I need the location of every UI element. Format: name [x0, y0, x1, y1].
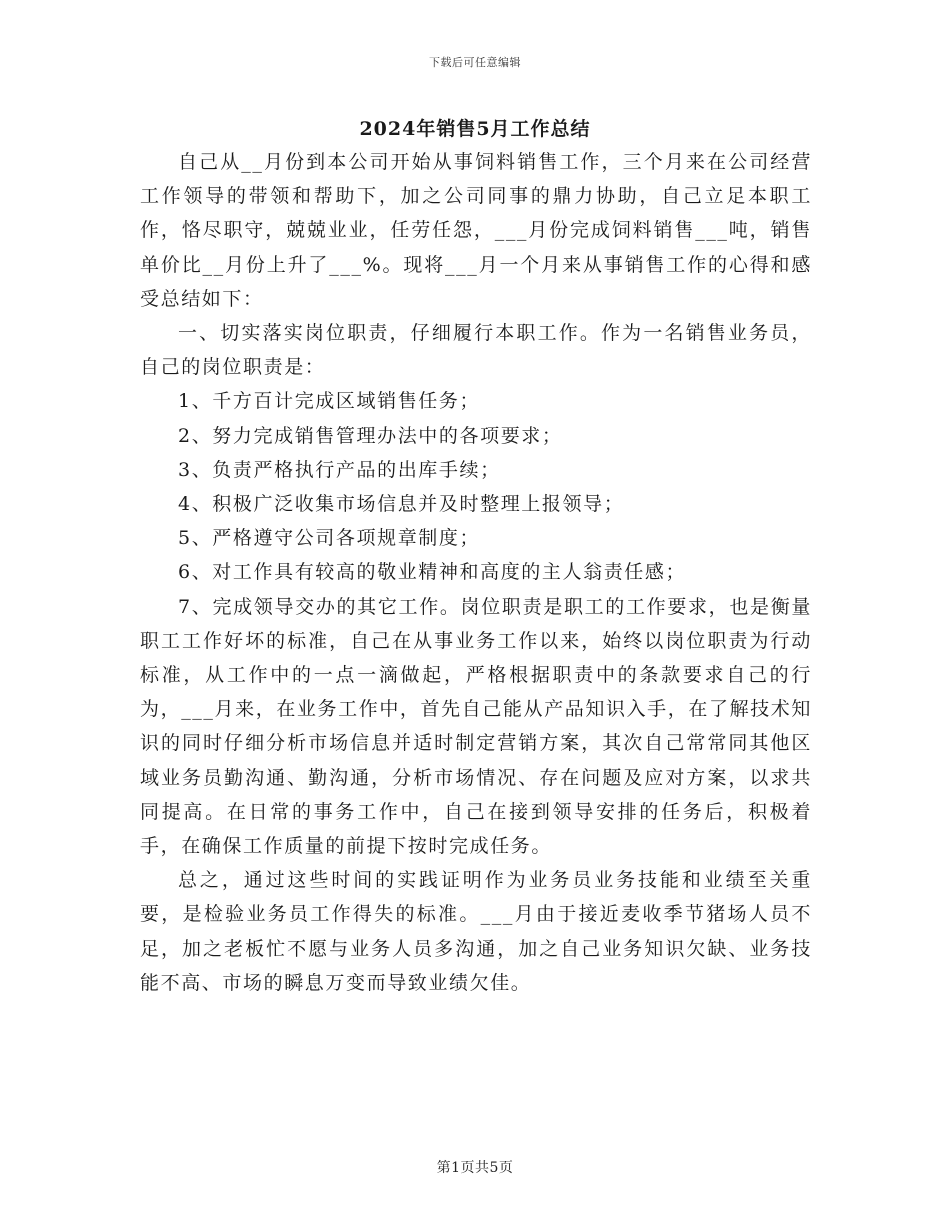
list-item-duty-2: 2、努力完成销售管理办法中的各项要求； [178, 424, 563, 447]
list-item-duty-5: 5、严格遵守公司各项规章制度； [178, 527, 481, 550]
document-title: 2024年销售5月工作总结 [359, 118, 591, 140]
list-item-duty-7: 7、完成领导交办的其它工作。岗位职责是职工的工作要求，也是衡量职工工作好坏的标准，自己在从事业务工作以来，始终以岗位职责为行动标准，从工作中的一点一滴做起，严格根据职责中的条款要求自己的行为，___月来，在业务工作中，首先自己能从产品知识入手，在了解技术知识的同时仔细分析市场信息并适时制定营销方案，其次自己常常同其他区域业务员勤沟通、勤沟通，分析市场情况、存在问题及应对方案，以求共同提高。在日常的事务工作中，自己在接到领导安排的任务后，积极着手，在确保工作质量的前提下按时完成任务。 [140, 595, 812, 858]
list-item-duty-4: 4、积极广泛收集市场信息并及时整理上报领导； [178, 493, 625, 516]
list-item-duty-3: 3、负责严格执行产品的出库手续； [178, 458, 501, 481]
paragraph-summary: 总之，通过这些时间的实践证明作为业务员业务技能和业绩至关重要，是检验业务员工作得失的标准。___月由于接近麦收季节猪场人员不足，加之老板忙不愿与业务人员多沟通，加之自己业务知识欠缺、业务技能不高、市场的瞬息万变而导致业绩欠佳。 [140, 869, 812, 994]
page-header-note: 下载后可任意编辑 [429, 56, 521, 69]
page-number: 第1页共5页 [436, 1160, 514, 1176]
list-item-duty-1: 1、千方百计完成区域销售任务； [178, 390, 481, 413]
paragraph-intro: 自己从__月份到本公司开始从事饲料销售工作，三个月来在公司经营工作领导的带领和帮助下，加之公司同事的鼎力协助，自己立足本职工作，恪尽职守，兢兢业业，任劳任怨，___月份完成饲料销售___吨，销售单价比__月份上升了___%。现将___月一个月来从事销售工作的心得和感受总结如下： [140, 151, 812, 310]
document-body [140, 145, 812, 1000]
list-item-duty-6: 6、对工作具有较高的敬业精神和高度的主人翁责任感； [178, 561, 687, 584]
paragraph-section-one: 一、切实落实岗位职责，仔细履行本职工作。作为一名销售业务员，自己的岗位职责是： [140, 322, 812, 379]
